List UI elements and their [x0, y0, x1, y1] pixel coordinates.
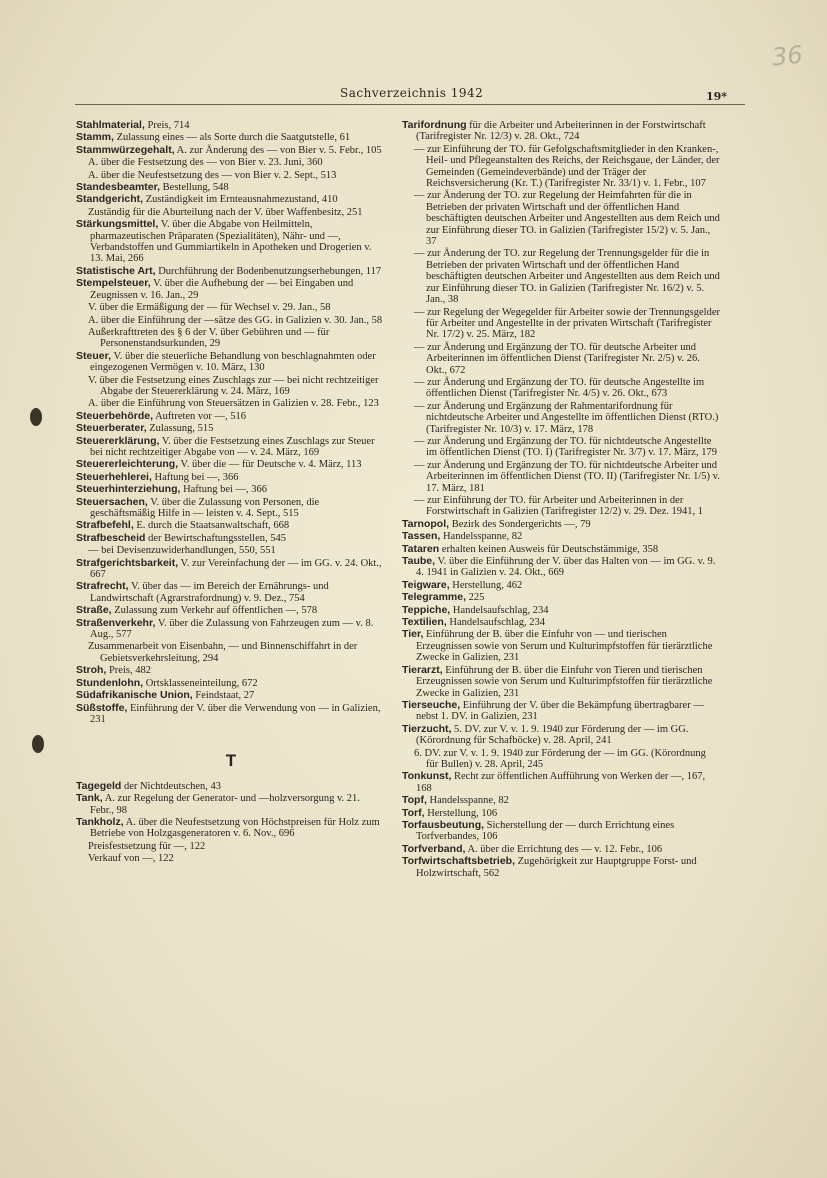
- index-subentry: [402, 342, 720, 376]
- entry-keyword: Stempelsteuer,: [76, 277, 151, 290]
- index-entry: [76, 472, 386, 483]
- index-entry: [76, 618, 386, 641]
- entry-text: Recht zur öffentlichen Aufführung von Werken der —, 167, 168: [416, 771, 706, 794]
- entry-text: Zugehörigkeit zur Hauptgruppe Forst- und Holzwirtschaft, 562: [416, 856, 697, 879]
- index-entry: [76, 351, 386, 374]
- entry-text: Auftreten vor —, 516: [153, 410, 247, 422]
- index-entry: [402, 617, 720, 628]
- index-subentry: [76, 207, 386, 218]
- entry-text: V. über die Zulassung von Fahrzeugen zum — v. 8. Aug., 577: [90, 617, 374, 641]
- entry-keyword: Tankholz,: [76, 815, 124, 828]
- entry-keyword: Straße,: [76, 604, 112, 617]
- entry-text: V. über die Zulassung von Personen, die geschäftsmäßig Hilfe in — leisten v. 4. Sept., 515: [90, 496, 320, 519]
- entry-keyword: Tarifordnung: [402, 119, 467, 131]
- index-entry: [402, 700, 720, 723]
- index-subentry: [76, 327, 386, 350]
- index-entry: [76, 145, 386, 156]
- entry-text: Einführung der B. über die Einfuhr von — und tierischen Erzeugnissen sowie von Serum und Kulturimpfstoffen für tierärztliche Zwecke in Galizien, 231: [416, 629, 713, 664]
- entry-text: — zur Einführung der TO. für Arbeiter und Arbeiterinnen in der Forstwirtschaft in Galizien (Tarifregister 12/2) v. 29. Dez. 1941, 1: [414, 495, 704, 518]
- entry-keyword: Topf,: [402, 794, 427, 807]
- entry-keyword: Telegramme,: [402, 591, 466, 604]
- entry-text: Außerkrafttreten des § 6 der V. über Gebühren und — für Personenstandsurkunden, 29: [88, 326, 330, 350]
- index-entry: [402, 580, 720, 591]
- entry-keyword: Stamm,: [76, 131, 114, 144]
- index-entry: [76, 219, 386, 265]
- entry-text: — zur Einführung der TO. für Gefolgschaftsmitglieder in den Kranken-, Heil- und Pflegeanstalten des Reichs, der Reichsgaue, der Länder, der Gemeinden (Gemeindeverbände) und der Träger der Reichsversicherung (Kr. T.) (Tarifregister Nr. 33/1) v. 1. Febr., 107: [414, 143, 720, 190]
- entry-text: A. über die Einführung von Steuersätzen in Galizien v. 28. Febr., 123: [88, 398, 379, 410]
- index-entry: [76, 781, 386, 792]
- entry-keyword: Steuerhehlerei,: [76, 470, 152, 483]
- index-column-right: [402, 120, 720, 880]
- index-subentry: [402, 460, 720, 494]
- index-subentry: [402, 307, 720, 341]
- entry-text: 5. DV. zur V. v. 1. 9. 1940 zur Förderung der — im GG. (Körordnung für Schafböcke) v. 28. April, 241: [416, 723, 689, 747]
- entry-text: A. über die Einführung der —sätze des GG. in Galizien v. 30. Jan., 58: [88, 314, 383, 326]
- index-subentry: [76, 853, 386, 864]
- entry-keyword: Torfwirtschaftsbetrieb,: [402, 855, 515, 868]
- index-entry: [402, 592, 720, 603]
- entry-text: Handelsaufschlag, 234: [446, 617, 545, 629]
- entry-keyword: Steuerhinterziehung,: [76, 483, 181, 496]
- entry-text: Preisfestsetzung für —, 122: [88, 840, 206, 852]
- entry-text: V. über die Festsetzung eines Zuschlags zur Steuer bei nicht rechtzeitiger Abgabe von — v. 24. März, 169: [90, 435, 375, 458]
- index-entry: [76, 194, 386, 205]
- punch-hole: [32, 735, 44, 753]
- index-entry: [76, 665, 386, 676]
- index-entry: [402, 808, 720, 819]
- index-subentry: [76, 375, 386, 398]
- entry-text: Handelsaufschlag, 234: [450, 604, 549, 616]
- punch-hole: [30, 408, 42, 426]
- entry-text: V. über die Einführung der V. über das Halten von — im GG. v. 9. 4. 1941 in Galizien v. 24. Okt., 669: [416, 556, 716, 579]
- entry-text: Zulassung eines — als Sorte durch die Saatgutstelle, 61: [113, 132, 351, 144]
- entry-text: Handelsspanne, 82: [426, 795, 509, 807]
- index-subentry: [76, 157, 386, 168]
- entry-keyword: Stammwürzegehalt,: [76, 143, 175, 156]
- entry-text: Preis, 482: [106, 665, 151, 677]
- entry-text: E. durch die Staatsanwaltschaft, 668: [133, 520, 290, 532]
- entry-keyword: Tarnopol,: [402, 517, 450, 530]
- entry-text: A. zur Änderung des — von Bier v. 5. Febr., 105: [174, 144, 382, 156]
- entry-text: Einführung der B. über die Einfuhr von Tieren und tierischen Erzeugnissen sowie von Serum und Kulturimpfstoffen für tierärztliche Zwecke in Galizien, 231: [416, 664, 713, 699]
- entry-text: Haftung bei —, 366: [151, 471, 239, 483]
- entry-text: Feindstaat, 27: [192, 690, 255, 702]
- index-entry: [402, 629, 720, 663]
- entry-text: Herstellung, 462: [449, 579, 523, 591]
- entry-text: — zur Änderung und Ergänzung der TO. für deutsche Arbeiter und Arbeiterinnen im öffentlichen Dienst (Tarifregister Nr. 2/5) v. 26. Okt., 672: [414, 341, 700, 376]
- index-entry: [76, 581, 386, 604]
- entry-keyword: Torfausbeutung,: [402, 818, 485, 831]
- entry-text: V. über die Festsetzung eines Zuschlags zur — bei nicht rechtzeitiger Abgabe der Steuererklärung v. 24. März, 169: [88, 374, 379, 397]
- entry-keyword: Stahlmaterial,: [76, 119, 145, 131]
- index-subentry: [402, 144, 720, 190]
- entry-text: — zur Änderung der TO. zur Regelung der Heimfahrten für die in Betrieben der privaten Wirtschaft und der öffentlichen Hand beschäftigten deutschen Arbeiter und Angestellten aus dem Reich und zur Einführung dieser TO. in Galizien (Tarifregister 15/2) v. 5. Jan., 37: [414, 190, 720, 248]
- index-subentry: [402, 436, 720, 459]
- index-subentry: [402, 748, 720, 771]
- index-entry: [402, 820, 720, 843]
- entry-text: V. über das — im Bereich der Ernährungs- und Landwirtschaft (Agrarstrafordnung) v. 9. Dez., 754: [90, 581, 329, 604]
- entry-text: Bestellung, 548: [160, 182, 229, 194]
- index-subentry: [402, 401, 720, 435]
- entry-text: Ortsklasseneinteilung, 672: [143, 677, 258, 689]
- index-column-left: [76, 120, 386, 866]
- entry-text: — zur Änderung und Ergänzung der TO. für nichtdeutsche Arbeiter und Arbeiterinnen im öffentlichen Dienst (TO. II) (Tarifregister Nr. 1/5) v. 17. März, 181: [414, 459, 720, 494]
- index-entry: [402, 544, 720, 555]
- entry-text: Zuständig für die Aburteilung nach der V. über Waffenbesitz, 251: [88, 206, 363, 218]
- entry-text: — bei Devisenzuwiderhandlungen, 550, 551: [88, 545, 276, 557]
- entry-text: V. über die Ermäßigung der — für Wechsel v. 29. Jan., 58: [88, 302, 331, 314]
- entry-keyword: Steuererleichterung,: [76, 458, 179, 471]
- entry-keyword: Strafbefehl,: [76, 519, 134, 532]
- index-entry: [76, 436, 386, 459]
- entry-text: 6. DV. zur V. v. 1. 9. 1940 zur Förderung der — im GG. (Körordnung für Bullen) v. 28. April, 245: [414, 747, 706, 770]
- index-entry: [402, 724, 720, 747]
- entry-keyword: Tierzucht,: [402, 722, 452, 735]
- pencil-page-note: 36: [771, 40, 805, 72]
- index-subentry: [76, 641, 386, 664]
- running-header: Sachverzeichnis 1942: [340, 86, 484, 100]
- entry-keyword: Standgericht,: [76, 193, 144, 206]
- index-entry: [76, 411, 386, 422]
- entry-text: Handelsspanne, 82: [440, 531, 523, 543]
- index-entry: [76, 558, 386, 581]
- index-entry: [76, 520, 386, 531]
- entry-text: V. über die Abgabe von Heilmitteln, pharmazeutischen Präparaten (Spezialitäten), Nähr- und —, Verbandstoffen und Gummiartikeln in Apotheken und Drogerien v. 13. Mai, 266: [90, 219, 372, 265]
- entry-keyword: Tier,: [402, 628, 424, 641]
- index-subentry: [76, 170, 386, 181]
- entry-text: — zur Änderung und Ergänzung der TO. für nichtdeutsche Angestellte im öffentlichen Dienst (TO. I) (Tarifregister Nr. 3/7) v. 17. März, 179: [414, 435, 717, 459]
- entry-text: Einführung der V. über die Bekämpfung übertragbarer — nebst 1. DV. in Galizien, 231: [416, 699, 704, 723]
- entry-keyword: Tagegeld: [76, 779, 122, 792]
- entry-text: Einführung der V. über die Verwendung von — in Galizien, 231: [90, 702, 381, 725]
- entry-keyword: Steuererklärung,: [76, 434, 160, 447]
- index-subentry: [402, 495, 720, 518]
- entry-keyword: Tataren: [402, 542, 440, 555]
- entry-keyword: Stärkungsmittel,: [76, 218, 159, 231]
- index-subentry: [402, 248, 720, 305]
- entry-keyword: Textilien,: [402, 616, 447, 629]
- index-entry: [402, 665, 720, 699]
- entry-keyword: Torfverband,: [402, 842, 466, 855]
- index-entry: [402, 605, 720, 616]
- entry-text: Zulassung zum Verkehr auf öffentlichen —, 578: [111, 605, 318, 617]
- index-entry: [402, 120, 720, 143]
- entry-text: der Nichtdeutschen, 43: [121, 780, 222, 792]
- index-entry: [76, 423, 386, 434]
- index-entry: [402, 795, 720, 806]
- entry-keyword: Statistische Art,: [76, 264, 156, 277]
- entry-keyword: Tassen,: [402, 530, 441, 543]
- index-entry: [402, 771, 720, 794]
- entry-text: Zulassung, 515: [146, 423, 214, 435]
- entry-keyword: Teigware,: [402, 578, 450, 591]
- entry-text: A. über die Festsetzung des — von Bier v. 23. Juni, 360: [88, 157, 323, 169]
- entry-text: Preis, 714: [144, 120, 190, 131]
- index-entry: [76, 605, 386, 616]
- entry-keyword: Tank,: [76, 792, 103, 805]
- index-subentry: [76, 315, 386, 326]
- entry-text: 225: [466, 592, 485, 604]
- entry-keyword: Torf,: [402, 806, 425, 819]
- entry-text: Verkauf von —, 122: [88, 853, 174, 865]
- entry-text: A. über die Errichtung des — v. 12. Febr., 106: [465, 843, 663, 855]
- index-entry: [76, 132, 386, 143]
- entry-keyword: Stroh,: [76, 664, 107, 677]
- entry-keyword: Südafrikanische Union,: [76, 689, 193, 702]
- entry-keyword: Steuerberater,: [76, 422, 147, 435]
- entry-keyword: Stundenlohn,: [76, 676, 144, 689]
- entry-keyword: Steuerbehörde,: [76, 409, 154, 422]
- entry-text: — zur Änderung der TO. zur Regelung der Trennungsgelder für die in Betrieben der privaten Wirtschaft und der öffentlichen Hand beschäftigten deutschen Arbeiter und Angestellten aus dem Reich und zur Einführung dieser TO. in Galizien (Tarifregister Nr. 16/2) v. 5. Jan., 38: [414, 248, 720, 306]
- index-entry: [402, 556, 720, 579]
- entry-text: Bezirk des Sondergerichts —, 79: [449, 518, 591, 530]
- entry-keyword: Standesbeamter,: [76, 181, 161, 194]
- index-entry: [76, 690, 386, 701]
- entry-keyword: Tierseuche,: [402, 698, 461, 711]
- entry-text: V. zur Vereinfachung der — im GG. v. 24. Okt., 667: [90, 557, 382, 581]
- entry-text: A. über die Neufestsetzung von Höchstpreisen für Holz zum Betriebe von Holzgasgeneratoren v. 6. Nov., 696: [90, 816, 380, 840]
- index-entry: [402, 844, 720, 855]
- index-entry: [76, 484, 386, 495]
- entry-keyword: Süßstoffe,: [76, 701, 128, 714]
- entry-keyword: Straßenverkehr,: [76, 616, 156, 629]
- entry-text: für die Arbeiter und Arbeiterinnen in der Forstwirtschaft (Tarifregister Nr. 12/3) v. 28. Okt., 724: [416, 120, 706, 143]
- entry-text: — zur Änderung und Ergänzung der Rahmentarifordnung für nichtdeutsche Arbeiter und Angestellte im öffentlichen Dienst (RTO.) (Tarifregister Nr. 10/3) v. 17. März, 178: [414, 400, 719, 435]
- entry-text: V. über die — für Deutsche v. 4. März, 113: [178, 459, 362, 471]
- entry-text: Zuständigkeit im Ernteausnahmezustand, 410: [143, 194, 338, 206]
- entry-keyword: Tierarzt,: [402, 663, 443, 676]
- entry-text: der Bewirtschaftungsstellen, 545: [145, 532, 287, 544]
- section-letter: T: [225, 751, 237, 771]
- index-entry: [76, 533, 386, 544]
- entry-text: Sicherstellung der — durch Errichtung eines Torfverbandes, 106: [416, 819, 675, 843]
- index-entry: [76, 459, 386, 470]
- index-entry: [76, 817, 386, 840]
- index-entry: [76, 182, 386, 193]
- index-subentry: [402, 190, 720, 247]
- index-entry: [76, 120, 386, 131]
- entry-text: V. über die Aufhebung der — bei Eingaben und Zeugnissen v. 16. Jan., 29: [90, 278, 354, 301]
- entry-keyword: Steuer,: [76, 349, 112, 362]
- index-entry: [76, 266, 386, 277]
- index-entry: [76, 793, 386, 816]
- entry-keyword: Tonkunst,: [402, 770, 452, 783]
- index-subentry: [76, 302, 386, 313]
- index-subentry: [402, 377, 720, 400]
- entry-keyword: Teppiche,: [402, 603, 451, 616]
- entry-text: Haftung bei —, 366: [180, 484, 268, 496]
- index-entry: [76, 278, 386, 301]
- entry-keyword: Taube,: [402, 555, 436, 568]
- entry-text: — zur Regelung der Wegegelder für Arbeiter sowie der Trennungsgelder für Arbeiter und Angestellte in der privaten Wirtschaft (Tarifregister Nr. 17/2) v. 25. März, 182: [414, 306, 720, 341]
- index-subentry: [76, 841, 386, 852]
- index-entry: [76, 703, 386, 726]
- entry-text: A. über die Neufestsetzung des — von Bier v. 2. Sept., 513: [88, 169, 337, 181]
- entry-text: Durchführung der Bodenbenutzungserhebungen, 117: [155, 265, 382, 277]
- index-subentry: [76, 398, 386, 409]
- index-entry: [76, 678, 386, 689]
- index-entry: [402, 856, 720, 879]
- index-entry: [402, 519, 720, 530]
- index-subentry: [76, 545, 386, 556]
- index-entry: [76, 497, 386, 520]
- entry-text: V. über die steuerliche Behandlung von beschlagnahmten oder eingezogenen Vermögen v. 10. März, 130: [90, 350, 376, 374]
- entry-keyword: Strafgerichtsbarkeit,: [76, 556, 179, 569]
- entry-text: Herstellung, 106: [424, 807, 498, 819]
- index-entry: [402, 531, 720, 542]
- entry-text: Zusammenarbeit von Eisenbahn, — und Binnenschiffahrt in der Gebietsverkehrsleitung, 294: [88, 641, 358, 664]
- entry-text: erhalten keinen Ausweis für Deutschstämmige, 358: [439, 543, 659, 555]
- entry-text: — zur Änderung und Ergänzung der TO. für deutsche Angestellte im öffentlichen Dienst (Tarifregister Nr. 4/5) v. 26. Okt., 673: [414, 376, 705, 400]
- entry-keyword: Strafbescheid: [76, 531, 146, 544]
- page-number: 19*: [706, 90, 728, 103]
- header-rule: [75, 104, 745, 105]
- entry-keyword: Steuersachen,: [76, 495, 148, 508]
- entry-text: A. zur Regelung der Generator- und —holzversorgung v. 21. Febr., 98: [90, 793, 360, 816]
- entry-keyword: Strafrecht,: [76, 580, 129, 593]
